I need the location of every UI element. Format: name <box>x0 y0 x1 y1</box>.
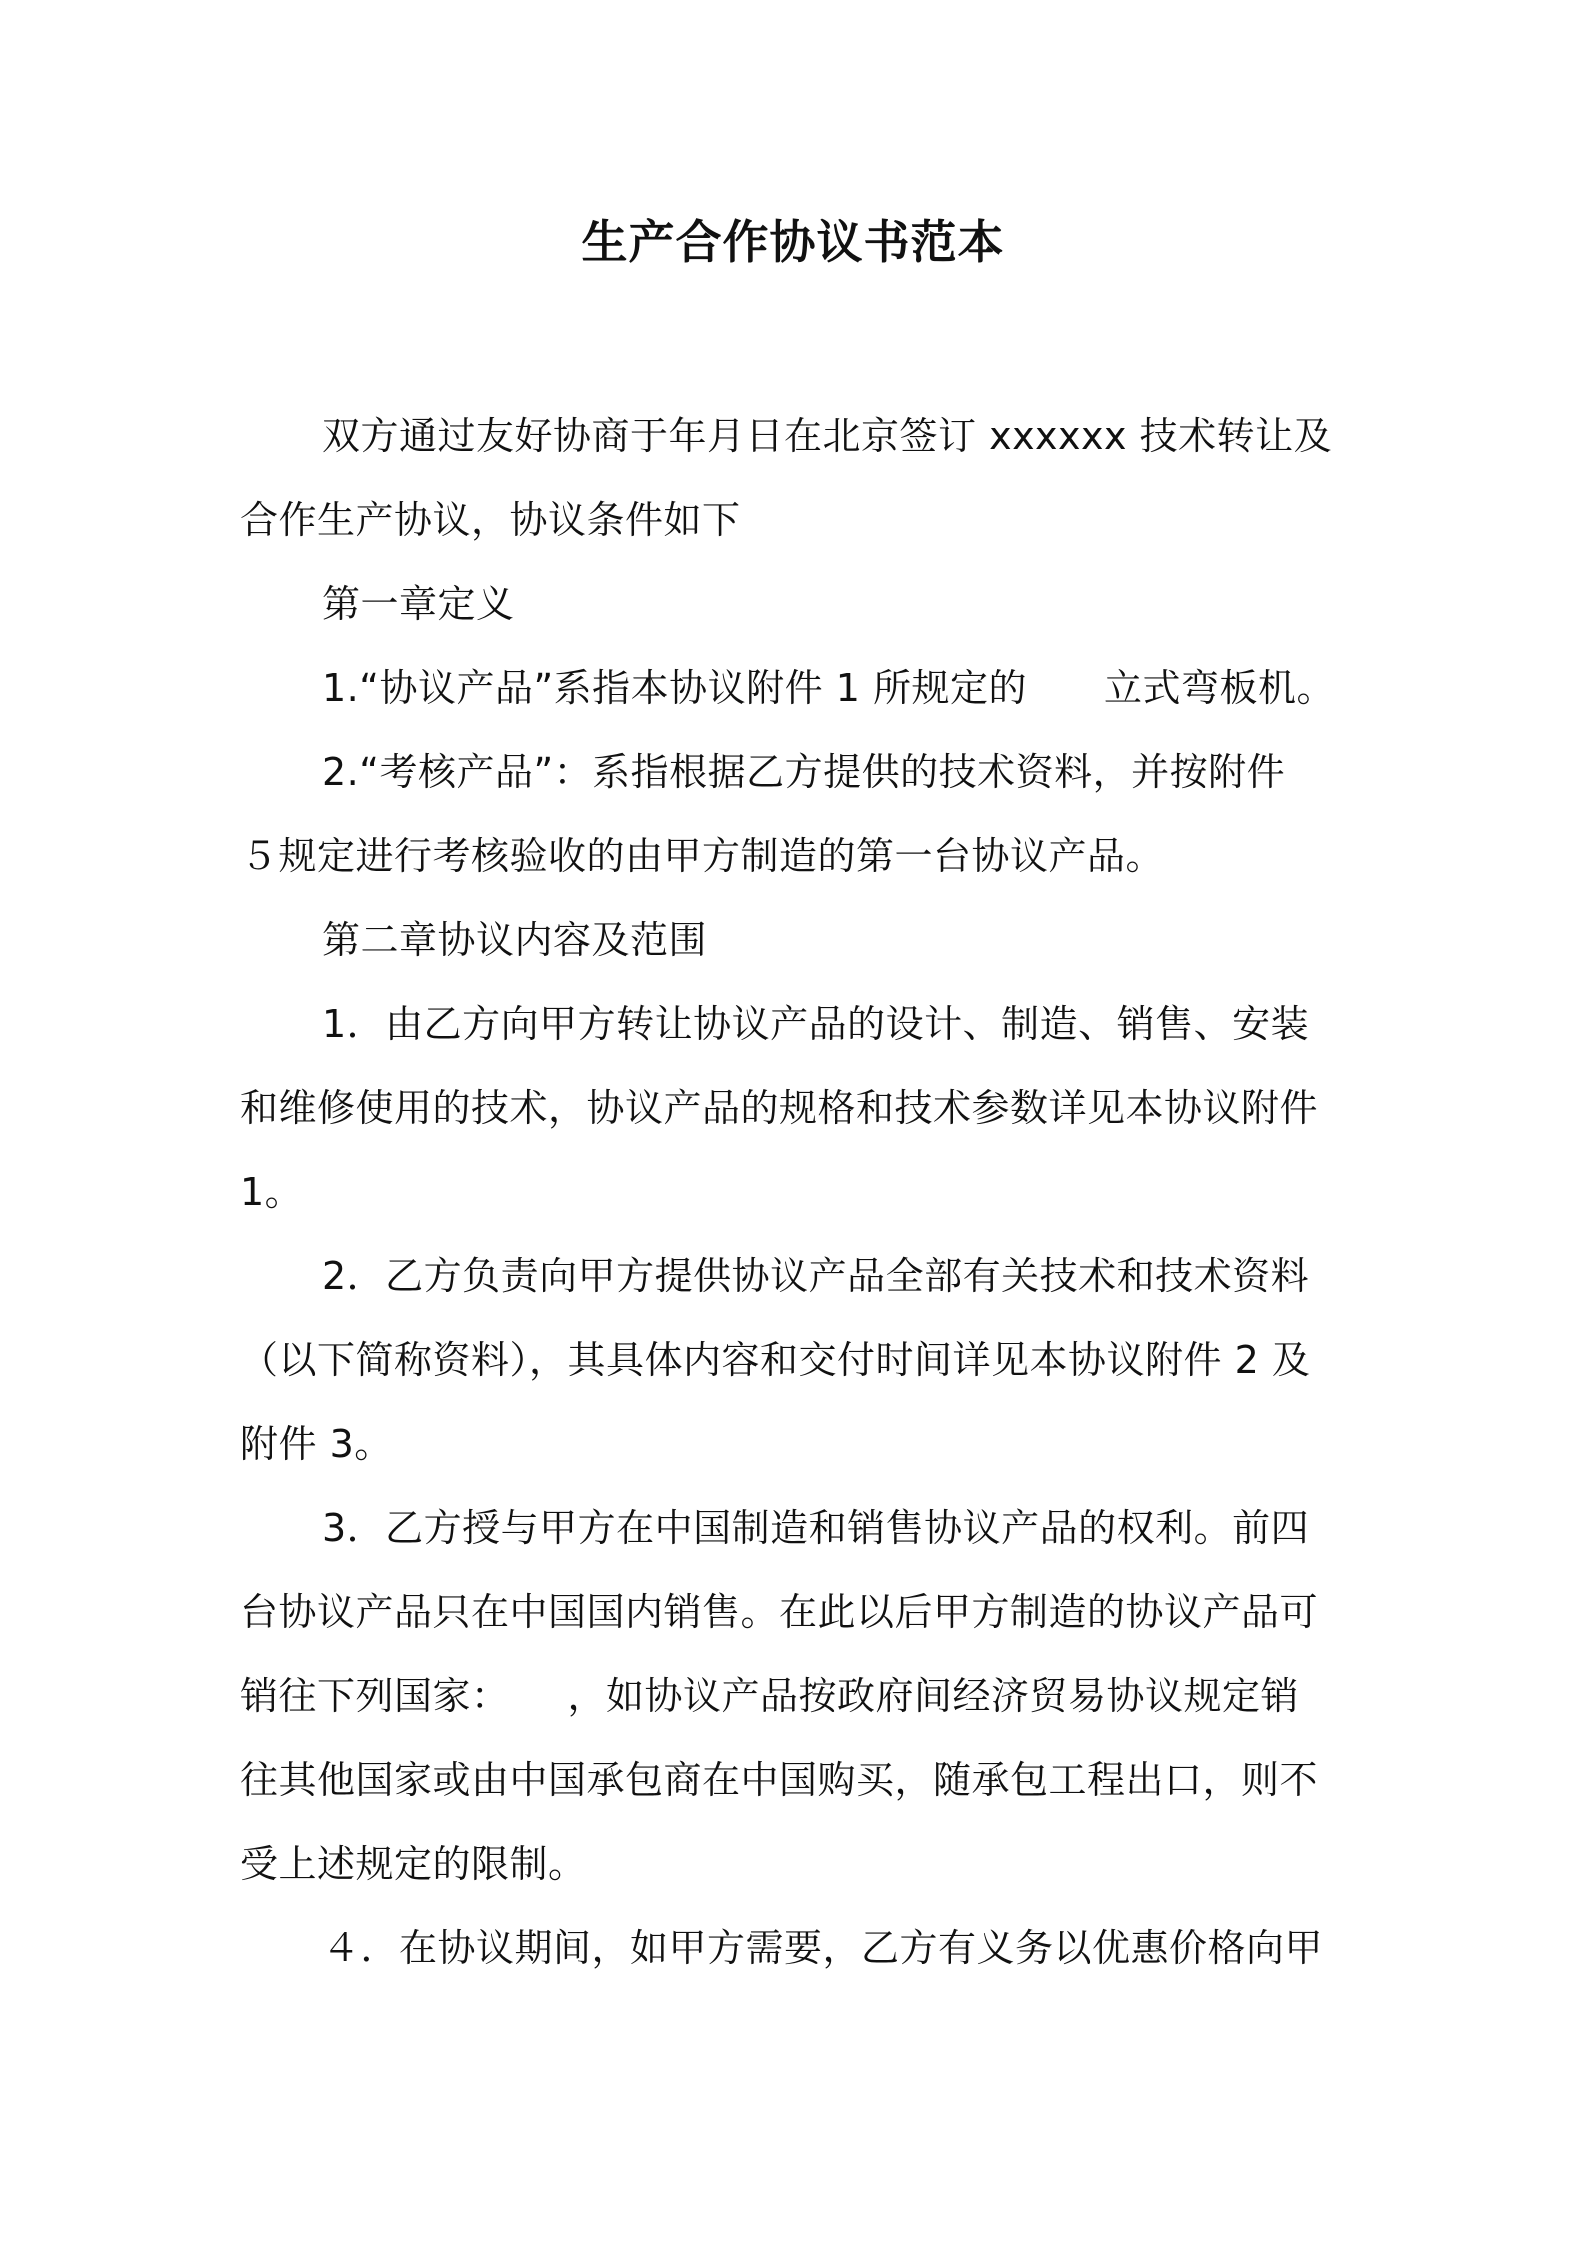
paragraph-line: 2．乙方负责向甲方提供协议产品全部有关技术和技术资料 <box>322 1254 1310 1298</box>
paragraph-line: 和维修使用的技术，协议产品的规格和技术参数详见本协议附件 <box>240 1086 1319 1130</box>
paragraph-line: 附件 3。 <box>240 1422 393 1466</box>
chapter-heading: 第二章协议内容及范围 <box>322 918 708 962</box>
paragraph-line: 受上述规定的限制。 <box>240 1842 587 1886</box>
paragraph-line: 1。 <box>240 1170 304 1214</box>
paragraph-line: 3．乙方授与甲方在中国制造和销售协议产品的权利。前四 <box>322 1506 1310 1550</box>
document-title: 生产合作协议书范本 <box>581 215 1005 269</box>
chapter-heading: 第一章定义 <box>322 582 515 626</box>
paragraph-line: 2.“考核产品”：系指根据乙方提供的技术资料，并按附件 <box>322 750 1286 794</box>
paragraph-line: 1．由乙方向甲方转让协议产品的设计、制造、销售、安装 <box>322 1002 1310 1046</box>
paragraph-line: 双方通过友好协商于年月日在北京签订 xxxxxx 技术转让及 <box>322 414 1333 458</box>
paragraph-line: ５规定进行考核验收的由甲方制造的第一台协议产品。 <box>240 834 1165 878</box>
paragraph-line: ４．在协议期间，如甲方需要，乙方有义务以优惠价格向甲 <box>322 1926 1324 1970</box>
paragraph-line: 1.“协议产品”系指本协议附件 1 所规定的 立式弯板机。 <box>322 666 1335 710</box>
paragraph-line: 往其他国家或由中国承包商在中国购买，随承包工程出口，则不 <box>240 1758 1319 1802</box>
paragraph-line: 台协议产品只在中国国内销售。在此以后甲方制造的协议产品可 <box>240 1590 1319 1634</box>
paragraph-line: （以下简称资料），其具体内容和交付时间详见本协议附件 2 及 <box>240 1338 1311 1382</box>
paragraph-line: 合作生产协议，协议条件如下 <box>240 498 741 542</box>
paragraph-line: 销往下列国家： ，如协议产品按政府间经济贸易协议规定销 <box>240 1674 1300 1718</box>
